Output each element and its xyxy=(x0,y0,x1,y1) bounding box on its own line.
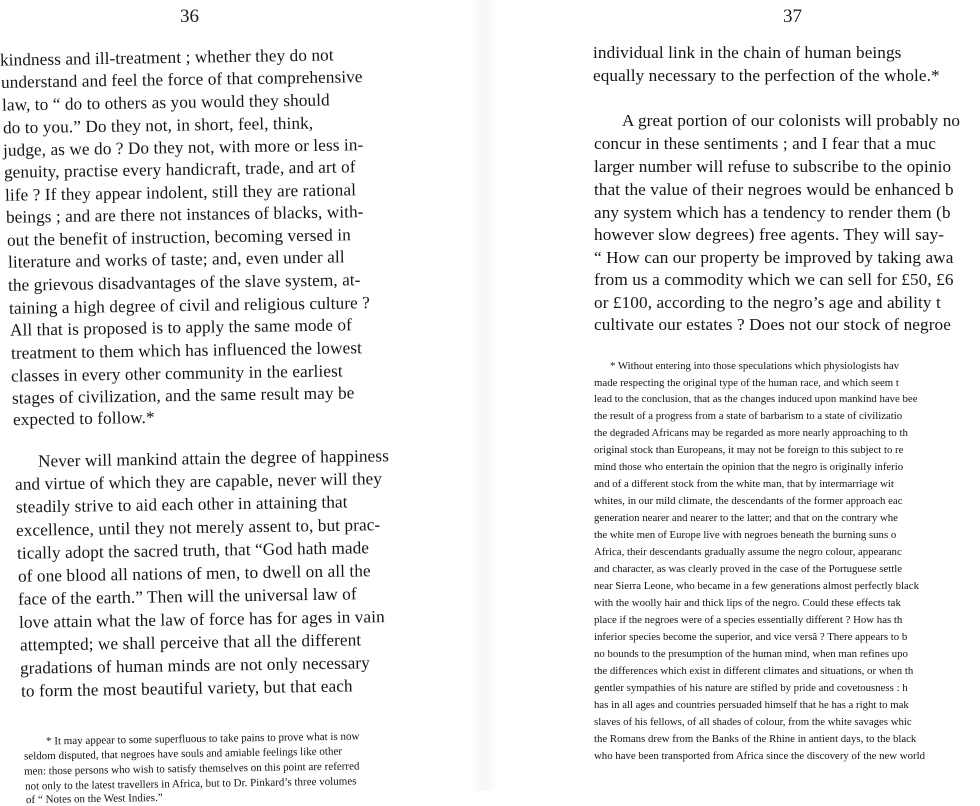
footnote-line: has in all ages and countries persuaded himself that he has a right to mak xyxy=(594,699,909,711)
text-line: steadily strive to aid each other in attaining that xyxy=(15,492,348,517)
book-gutter xyxy=(470,0,500,791)
text-line: and virtue of which they are capable, never will they xyxy=(14,469,383,494)
text-line: All that is proposed is to apply the same mode of xyxy=(9,315,353,340)
text-line: do to you.” Do they not, in short, feel, think, xyxy=(2,113,314,138)
text-line: or £100, according to the negro’s age and ability t xyxy=(594,293,941,312)
text-line: face of the earth.” Then will the universal law of xyxy=(17,584,357,609)
footnote-line: * Without entering into those speculations which physiologists hav xyxy=(610,360,900,372)
text-line: equally necessary to the perfection of the whole.* xyxy=(593,66,940,85)
right-page-number: 37 xyxy=(783,6,802,27)
footnote-line: and character, as was clearly proved in the case of the Portuguese settle xyxy=(594,563,903,575)
text-line: Never will mankind attain the degree of happiness xyxy=(37,446,390,471)
text-line: law, to “ do to others as you would they should xyxy=(1,90,330,115)
footnote-line: generation nearer and nearer to the latter; and that on the contrary whe xyxy=(594,512,898,524)
footnote-line: and of a different stock from the white man, that by intermarriage wit xyxy=(594,478,894,490)
footnote-line: original stock than Europeans, it may not be foreign to this subject to re xyxy=(594,444,904,456)
text-line: “ How can our property be improved by taking awa xyxy=(594,248,954,267)
text-line: treatment to them which has influenced the lowest xyxy=(10,338,363,363)
footnote-line: inferior species become the superior, and vice versâ ? There appears to b xyxy=(594,631,908,643)
text-line: concur in these sentiments ; and I fear that a muc xyxy=(594,134,936,153)
footnote-line: seldom disputed, that negroes have souls and amiable feelings like other xyxy=(23,745,343,763)
text-line: kindness and ill-treatment ; whether they do not xyxy=(0,45,334,70)
footnote-line: near Sierra Leone, who became in a few generations almost perfectly black xyxy=(594,580,919,592)
text-line: taining a high degree of civil and religious culture ? xyxy=(8,293,371,318)
footnote-line: the Romans drew from the Banks of the Rhine in antient days, to the black xyxy=(594,733,917,745)
text-line: the grievous disadvantages of the slave system, at- xyxy=(7,270,361,295)
text-line: expected to follow.* xyxy=(12,407,155,430)
right-page xyxy=(500,0,980,791)
text-line: of one blood all nations of men, to dwell on all the xyxy=(17,561,371,586)
text-line: out the benefit of instruction, becoming versed in xyxy=(6,225,352,250)
text-line: to form the most beautiful variety, but that each xyxy=(20,676,353,701)
text-line: judge, as we do ? Do they not, with more or less in- xyxy=(2,135,364,160)
footnote-line: of “ Notes on the West Indies.” xyxy=(25,791,163,806)
text-line: attempted; we shall perceive that all the different xyxy=(19,630,362,655)
footnote-line: lead to the conclusion, that as the changes induced upon mankind have bee xyxy=(594,393,918,405)
text-line: stages of civilization, and the same result may be xyxy=(11,383,355,408)
footnote-line: the result of a progress from a state of barbarism to a state of civilizatio xyxy=(594,410,903,422)
text-line: gradations of human minds are not only necessary xyxy=(19,653,371,678)
footnote-line: gentler sympathies of his nature are stifled by pride and covetousness : h xyxy=(594,682,908,694)
text-line: excellence, until they not merely assent to, but prac- xyxy=(15,515,381,540)
text-line: larger number will refuse to subscribe to the opinio xyxy=(594,157,952,176)
footnote-line: mind those who entertain the opinion that the negro is originally inferio xyxy=(594,461,904,473)
footnote-line: not only to the latest travellers in Africa, but to Dr. Pinkard’s three volumes xyxy=(24,775,357,793)
text-line: love attain what the law of force has for ages in vain xyxy=(18,607,385,632)
footnote-line: men: those persons who wish to satisfy themselves on this point are referred xyxy=(23,760,360,778)
text-line: life ? If they appear indolent, still they are rational xyxy=(4,180,357,205)
footnote-line: slaves of his fellows, of all shades of colour, from the white savages whic xyxy=(594,716,912,728)
left-page xyxy=(0,0,470,806)
footnote-line: whites, in our mild climate, the descendants of the former approach eac xyxy=(594,495,903,507)
text-line: that the value of their negroes would be enhanced b xyxy=(594,180,954,199)
footnote-line: who have been transported from Africa since the discovery of the new world xyxy=(594,750,925,762)
text-line: beings ; and are there not instances of blacks, with- xyxy=(5,202,364,227)
footnote-line: no bounds to the presumption of the human mind, when man refines upo xyxy=(594,648,908,660)
footnote-line: Africa, their descendants gradually assume the negro colour, appearanc xyxy=(594,546,902,558)
footnote-line: the degraded Africans may be regarded as more nearly approaching to th xyxy=(594,427,908,439)
footnote-line: with the woolly hair and thick lips of the negro. Could these effects tak xyxy=(594,597,901,609)
footnote-line: the white men of Europe live with negroes beneath the burning suns o xyxy=(594,529,897,541)
text-line: any system which has a tendency to render them (b xyxy=(594,203,951,222)
text-line: classes in every other community in the earliest xyxy=(10,361,343,386)
text-line: cultivate our estates ? Does not our stock of negroe xyxy=(594,315,951,334)
left-page-number: 36 xyxy=(180,6,199,27)
text-line: A great portion of our colonists will probably no xyxy=(622,111,961,130)
footnote-line: * It may appear to some superfluous to take pains to prove what is now xyxy=(45,730,360,748)
text-line: individual link in the chain of human beings xyxy=(593,43,902,62)
text-line: understand and feel the force of that comprehensive xyxy=(0,67,363,92)
footnote-line: made respecting the original type of the human race, and which seem t xyxy=(594,377,899,389)
footnote-line: place if the negroes were of a species essentially different ? How has th xyxy=(594,614,903,626)
text-line: literature and works of taste; and, even under all xyxy=(7,247,345,272)
text-line: however slow degrees) free agents. They will say- xyxy=(594,225,945,244)
text-line: tically adopt the sacred truth, that “God hath made xyxy=(16,538,370,563)
text-line: genuity, practise every handicraft, trade, and art of xyxy=(3,157,356,182)
text-line: from us a commodity which we can sell for £50, £6 xyxy=(594,270,954,289)
footnote-line: the differences which exist in different climates and situations, or when th xyxy=(594,665,914,677)
